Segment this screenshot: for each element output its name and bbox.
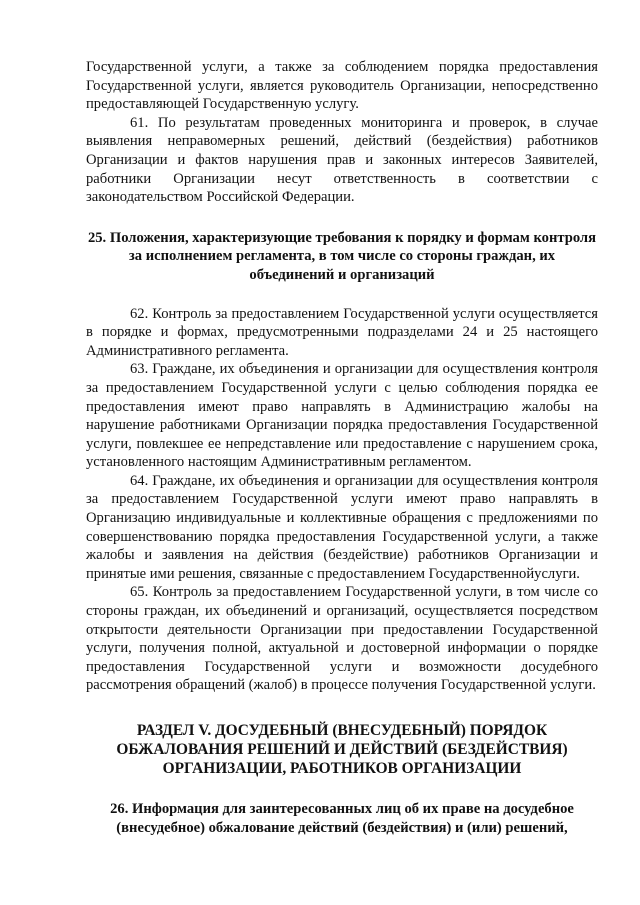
document-page — [86, 58, 598, 837]
continuation-paragraph: Государственной услуги, а также за соблюдением порядка предоставления Государственной услуги, является руководитель Организации, непосредственно предоставляющей Государственную услугу. — [86, 59, 598, 113]
razdel-5-heading: РАЗДЕЛ V. ДОСУДЕБНЫЙ (ВНЕСУДЕБНЫЙ) ПОРЯДОК ОБЖАЛОВАНИЯ РЕШЕНИЙ И ДЕЙСТВИЙ (БЕЗДЕЙСТВИЯ) ОРГАНИЗАЦИИ, РАБОТНИКОВ ОРГАНИЗАЦИИ — [116, 722, 568, 777]
paragraph-61: 61. По результатам проведенных мониторинга и проверок, в случае выявления неправомерных решений, действий (бездействия) работников Организации и фактов нарушения прав и законных интересов Заявителей, работники Организации несут ответственность в соответствии с законодательством Российской Федерации. — [86, 114, 598, 206]
paragraph-64: 64. Граждане, их объединения и организации для осуществления контроля за предоставлением Государственной услуги имеют право направлять в Организацию индивидуальные и коллективные обращения с предложениями по совершенствованию порядка предоставления Государственной услуги, а также жалобы и заявления на действия (бездействие) работников Организации и принятые ими решения, связанные с предоставлением Государственнойуслуги. — [86, 472, 598, 582]
section-26-heading: 26. Информация для заинтересованных лиц об их праве на досудебное (внесудебное) обжалование действий (бездействия) и (или) решений, — [110, 801, 574, 836]
paragraph-62: 62. Контроль за предоставлением Государственной услуги осуществляется в порядке и формах, предусмотренными подразделами 24 и 25 настоящего Административного регламента. — [86, 305, 598, 359]
paragraph-65: 65. Контроль за предоставлением Государственной услуги, в том числе со стороны граждан, их объединений и организаций, осуществляется посредством открытости деятельности Организации при предоставлении Государственной услуги, получения полной, актуальной и достоверной информации о порядке предоставления Государственной услуги и возможности досудебного рассмотрения обращений (жалоб) в процессе получения Государственной услуги. — [86, 584, 598, 694]
paragraph-63: 63. Граждане, их объединения и организации для осуществления контроля за предоставлением Государственной услуги с целью соблюдения порядка ее предоставления имеют право направлять в Администрацию жалобы на нарушение работниками Организации порядка предоставления Государственной услуги, повлекшее ее непредставление или предоставление с нарушением срока, установленного настоящим Административным регламентом. — [86, 361, 598, 471]
section-25-heading: 25. Положения, характеризующие требования к порядку и формам контроля за исполнением регламента, в том числе со стороны граждан, их объединений и организаций — [87, 229, 597, 283]
